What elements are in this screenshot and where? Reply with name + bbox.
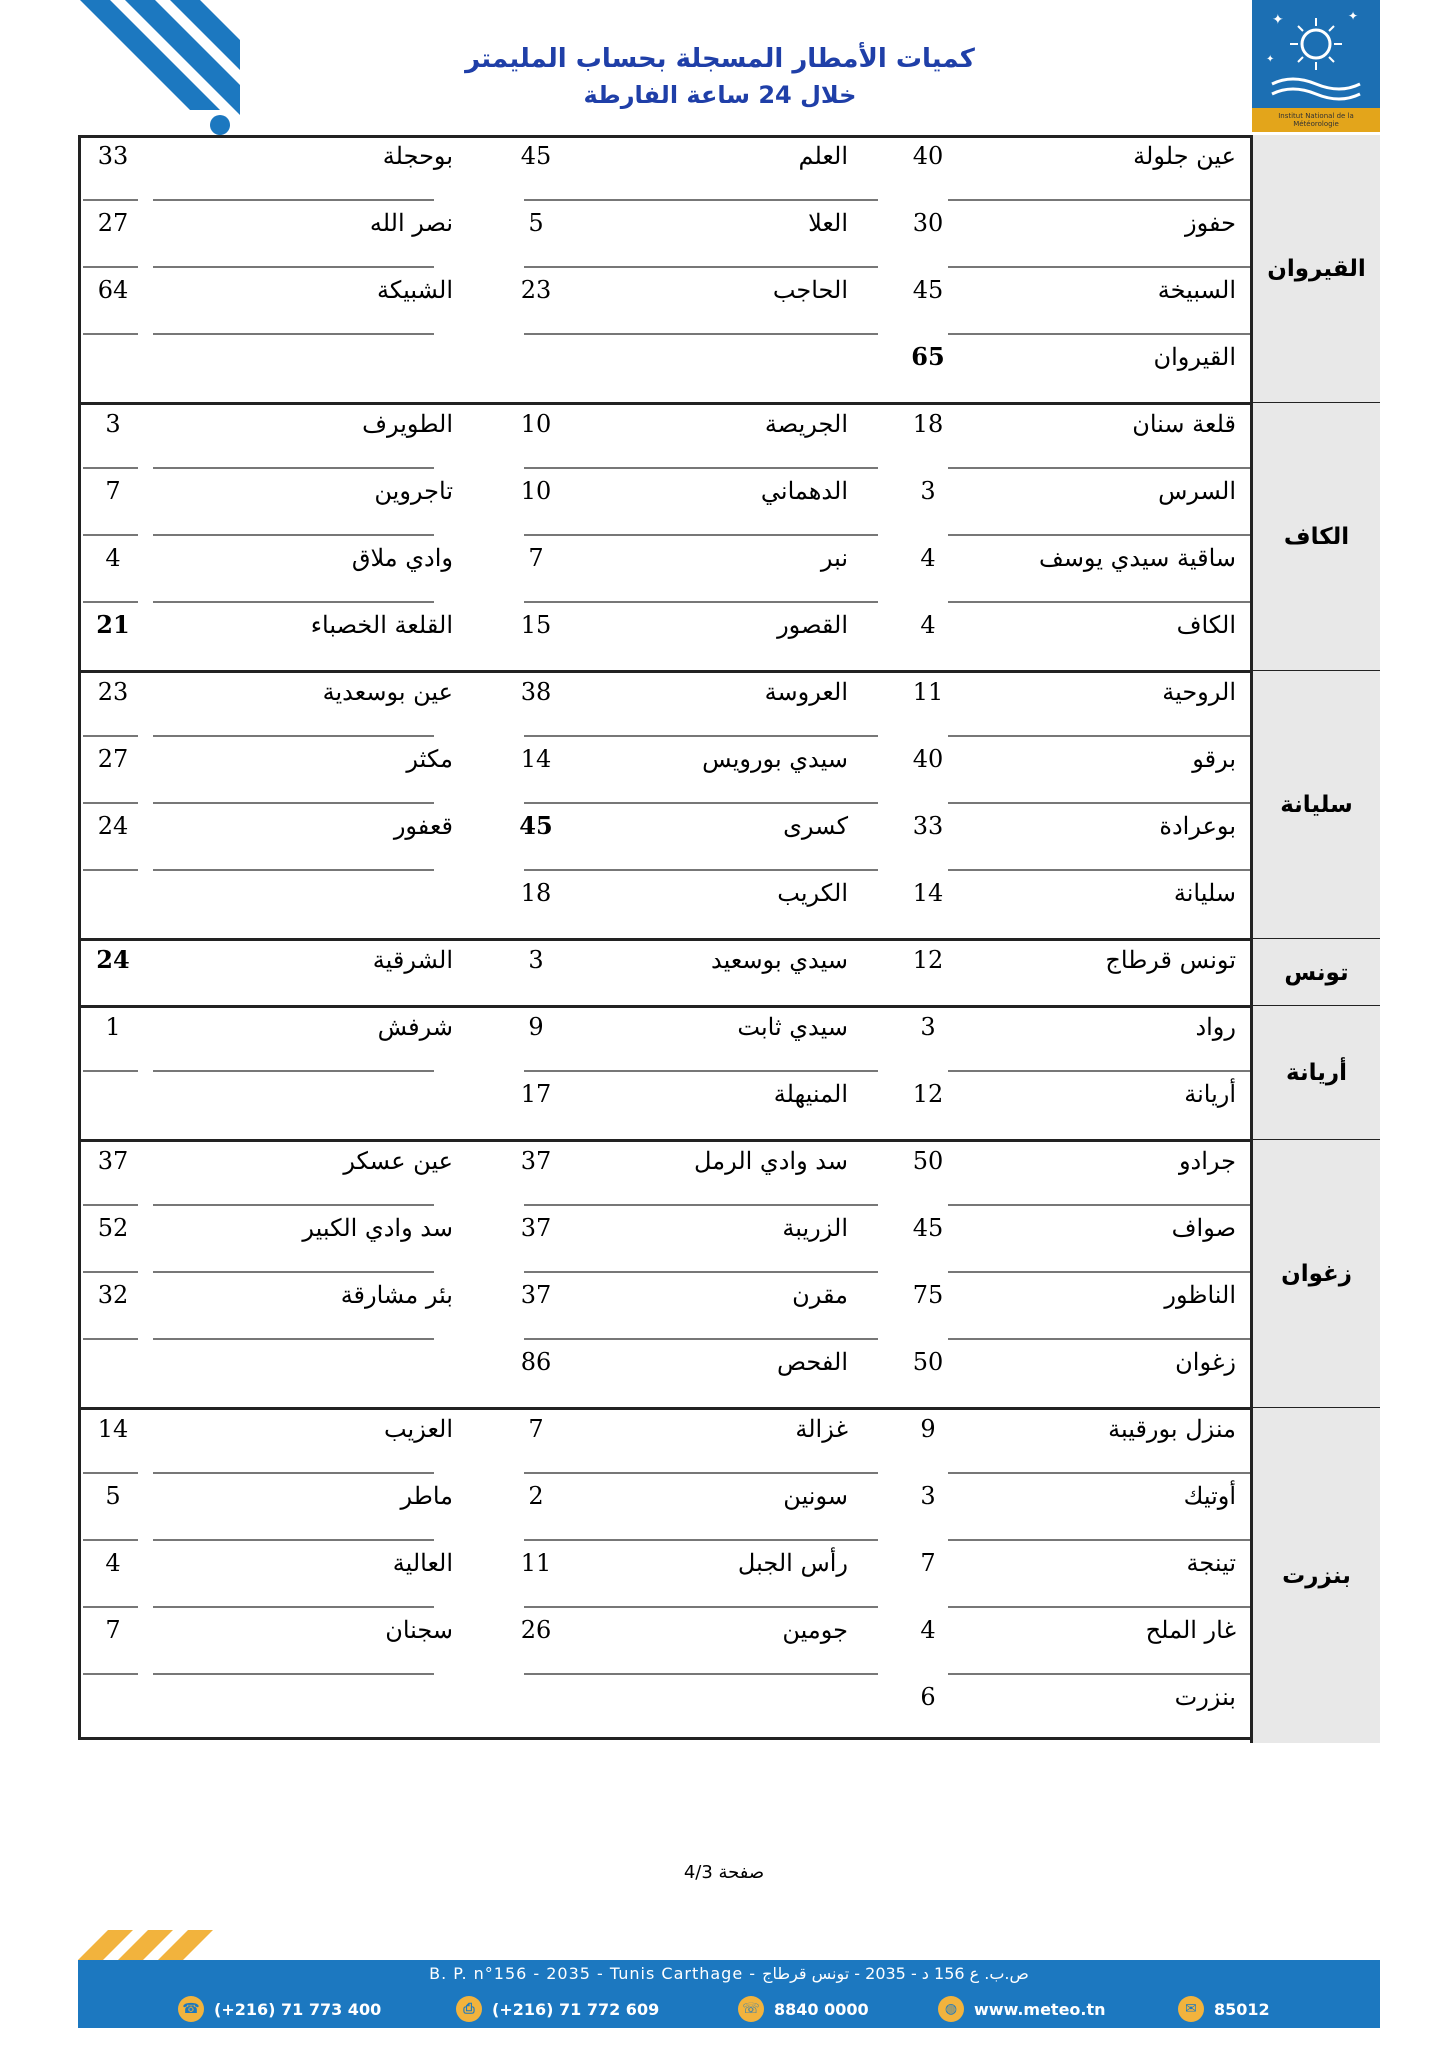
rainfall-value: 24 [97,812,129,840]
rainfall-value: 14 [520,745,552,773]
station-name: سيدي بوسعيد [711,946,848,974]
row-divider [524,1606,878,1608]
station-name: سيدي بورويس [702,745,848,773]
sms-number: 85012 [1214,1999,1270,2019]
station-name: صواف [1171,1214,1236,1242]
row-divider [83,199,138,201]
footer-sms [1178,1994,1270,2024]
station-name: الكريب [777,879,848,907]
governorate-name: زغوان [1281,1261,1352,1287]
rainfall-value: 18 [912,410,944,438]
table-row [78,671,1250,738]
rainfall-value: 86 [520,1348,552,1376]
station-name: القلعة الخصباء [310,611,453,639]
table-row [78,1475,1250,1542]
rainfall-value: 14 [912,879,944,907]
station-name: قلعة سنان [1132,410,1236,438]
station-name: سليانة [1173,879,1236,907]
row-divider [948,1472,1250,1474]
station-name: برقو [1192,745,1236,773]
rainfall-value: 26 [520,1616,552,1644]
governorate-cell [1250,671,1380,939]
row-divider [948,333,1250,335]
station-name: القصور [777,611,848,639]
table-row [78,738,1250,805]
svg-text:✦: ✦ [1348,9,1359,23]
station-name: العزيب [383,1415,453,1443]
row-divider [948,1539,1250,1541]
rainfall-value: 10 [520,477,552,505]
governorate-group [78,671,1380,939]
table-row [78,537,1250,604]
rainfall-value: 5 [105,1482,121,1510]
rainfall-value: 18 [520,879,552,907]
row-divider [83,1338,138,1340]
table-row [78,1609,1250,1676]
rainfall-value: 7 [528,1415,544,1443]
station-name: الشرقية [372,946,453,974]
governorate-group [78,403,1380,671]
governorate-name: تونس [1284,959,1349,986]
row-divider [153,266,434,268]
rainfall-value: 4 [920,611,936,639]
rainfall-value: 45 [912,276,944,304]
row-divider [524,1472,878,1474]
rainfall-value: 3 [920,1013,936,1041]
table-row [78,202,1250,269]
station-name: ماطر [400,1482,453,1510]
svg-text:✦: ✦ [1266,54,1275,65]
row-divider [153,1673,434,1675]
row-divider [153,1472,434,1474]
row-divider [524,199,878,201]
table-row [78,1676,1250,1743]
rainfall-value: 37 [97,1147,129,1175]
station-name: تينجة [1186,1549,1236,1577]
table-row [78,403,1250,470]
row-divider [524,1070,878,1072]
rainfall-value: 64 [97,276,129,304]
row-divider [948,802,1250,804]
station-name: الجريصة [764,410,848,438]
table-row [78,470,1250,537]
row-divider [153,199,434,201]
governorate-group [78,1006,1380,1140]
row-divider [948,1271,1250,1273]
station-name: بئر مشارقة [340,1281,453,1309]
rainfall-value: 12 [912,946,944,974]
station-name: نبر [820,544,848,572]
rainfall-value: 7 [105,1616,121,1644]
row-divider [524,802,878,804]
rainfall-value: 3 [920,477,936,505]
row-divider [153,1271,434,1273]
rainfall-value: 37 [520,1281,552,1309]
row-divider [524,266,878,268]
rainfall-value: 3 [920,1482,936,1510]
table-row [78,1341,1250,1408]
row-divider [948,1606,1250,1608]
row-divider [153,1070,434,1072]
station-name: عين جلولة [1133,142,1236,170]
station-name: العروسة [764,678,848,706]
station-name: الناظور [1164,1281,1236,1309]
footer-phone [178,1994,381,2024]
rainfall-value: 45 [520,142,552,170]
station-name: الكاف [1176,611,1236,639]
station-name: الحاجب [772,276,848,304]
station-name: سد وادي الكبير [302,1214,453,1242]
row-divider [524,1338,878,1340]
row-divider [83,1539,138,1541]
website-link[interactable]: www.meteo.tn [974,1999,1106,2019]
governorate-cell [1250,1140,1380,1408]
row-divider [83,1472,138,1474]
row-divider [83,1673,138,1675]
row-divider [524,601,878,603]
rainfall-value: 12 [912,1080,944,1108]
station-name: الشبيكة [377,276,453,304]
rainfall-value: 4 [920,544,936,572]
station-name: المنيهلة [773,1080,848,1108]
rainfall-value: 32 [97,1281,129,1309]
row-divider [948,1070,1250,1072]
station-name: حفوز [1185,209,1236,237]
footer-hotline [738,1994,869,2024]
row-divider [948,534,1250,536]
table-row [78,1140,1250,1207]
station-name: تاجروين [374,477,453,505]
sms-icon: ✉ [1178,1996,1204,2022]
fax-number: (+216) 71 772 609 [492,1999,660,2019]
row-divider [83,333,138,335]
governorate-group [78,1140,1380,1408]
station-name: عين عسكر [343,1147,453,1175]
table-row [78,1073,1250,1140]
station-name: مكثر [406,745,453,773]
station-name: العلا [808,209,848,237]
rainfall-value: 65 [911,342,945,371]
rainfall-value: 21 [96,610,130,639]
rainfall-value: 37 [520,1147,552,1175]
station-name: سد وادي الرمل [694,1147,848,1175]
station-name: ساقية سيدي يوسف [1038,544,1236,572]
rainfall-value: 50 [912,1147,944,1175]
row-divider [153,735,434,737]
rainfall-value: 9 [920,1415,936,1443]
governorate-name: أريانة [1286,1060,1347,1086]
station-name: بوعرادة [1159,812,1236,840]
row-divider [524,467,878,469]
svg-text:✦: ✦ [1272,12,1284,28]
footer-fax [456,1994,659,2024]
governorate-cell [1250,1408,1380,1743]
globe-icon: ◍ [938,1996,964,2022]
rainfall-value: 45 [519,811,553,840]
rainfall-value: 9 [528,1013,544,1041]
footer-contact-bar [78,1960,1380,2028]
governorate-cell [1250,1006,1380,1140]
station-name: القيروان [1153,343,1236,371]
rainfall-value: 17 [520,1080,552,1108]
station-name: جرادو [1178,1147,1236,1175]
rainfall-value: 11 [520,1549,552,1577]
station-name: جومين [782,1616,848,1644]
table-row [78,336,1250,403]
table-row [78,1542,1250,1609]
governorate-cell [1250,135,1380,403]
table-row [78,872,1250,939]
table-row [78,1207,1250,1274]
rainfall-value: 4 [105,544,121,572]
station-name: مقرن [792,1281,848,1309]
rainfall-value: 75 [912,1281,944,1309]
rainfall-value: 45 [912,1214,944,1242]
row-divider [153,333,434,335]
row-divider [153,1539,434,1541]
row-divider [83,802,138,804]
rainfall-value: 4 [920,1616,936,1644]
rainfall-value: 7 [105,477,121,505]
row-divider [948,735,1250,737]
governorate-group [78,1408,1380,1743]
rainfall-value: 23 [97,678,129,706]
row-divider [524,534,878,536]
governorate-name: القيروان [1267,256,1366,282]
rainfall-table [78,135,1380,1740]
governorate-name: سليانة [1280,792,1353,818]
row-divider [83,1606,138,1608]
row-divider [524,1673,878,1675]
row-divider [153,1338,434,1340]
title-line-2: خلال 24 ساعة الفارطة [583,81,857,109]
rainfall-value: 37 [520,1214,552,1242]
station-name: بنزرت [1174,1683,1236,1711]
rainfall-value: 14 [97,1415,129,1443]
station-name: السرس [1158,477,1236,505]
station-name: قعفور [393,812,453,840]
rainfall-value: 7 [920,1549,936,1577]
rainfall-value: 50 [912,1348,944,1376]
row-divider [83,1271,138,1273]
station-name: أوتيك [1183,1482,1236,1510]
rainfall-value: 40 [912,745,944,773]
row-divider [153,869,434,871]
governorate-name: بنزرت [1282,1562,1351,1589]
rainfall-value: 10 [520,410,552,438]
row-divider [524,1539,878,1541]
rainfall-value: 38 [520,678,552,706]
chat-icon: ☏ [738,1996,764,2022]
row-divider [83,467,138,469]
row-divider [153,1204,434,1206]
station-name: رأس الجبل [737,1549,848,1577]
row-divider [83,869,138,871]
table-row [78,1006,1250,1073]
station-name: سيدي ثابت [737,1013,848,1041]
station-name: الفحص [776,1348,848,1376]
station-name: الطويرف [362,410,453,438]
fax-icon: ⎙ [456,1996,482,2022]
row-divider [153,802,434,804]
row-divider [948,266,1250,268]
governorate-name: الكاف [1283,524,1350,550]
rainfall-value: 40 [912,142,944,170]
station-name: الدهماني [760,477,848,505]
station-name: عين بوسعدية [322,678,453,706]
title-line-1: كميات الأمطار المسجلة بحساب المليمتر [465,44,975,74]
table-row [78,1408,1250,1475]
station-name: بوحجلة [382,142,453,170]
station-name: نصر الله [369,209,453,237]
station-name: رواد [1195,1013,1236,1041]
rainfall-value: 33 [912,812,944,840]
station-name: سجنان [385,1616,453,1644]
station-name: زغوان [1175,1348,1236,1376]
station-name: منزل بورقيبة [1108,1415,1236,1443]
row-divider [153,1606,434,1608]
station-name: تونس قرطاج [1105,946,1236,974]
station-name: غار الملح [1145,1616,1236,1644]
station-name: السبيخة [1157,276,1236,304]
governorate-group [78,939,1380,1006]
row-divider [153,467,434,469]
phone-icon: ☎ [178,1996,204,2022]
row-divider [948,1338,1250,1340]
footer-address: B. P. n°156 - 2035 - Tunis Carthage - ص.ب. ع 156 د - 2035 - تونس قرطاج [429,1964,1029,1983]
rainfall-value: 33 [97,142,129,170]
station-name: العالية [392,1549,453,1577]
rainfall-value: 24 [96,945,130,974]
footer-website[interactable] [938,1994,1106,2024]
logo-caption: Institut National de la Météorologie [1278,112,1354,128]
table-row [78,269,1250,336]
station-name: غزالة [795,1415,848,1443]
page-number: صفحة 4/3 [683,1862,765,1883]
row-divider [153,534,434,536]
row-divider [83,601,138,603]
table-row [78,135,1250,202]
rainfall-value: 1 [105,1013,121,1041]
rainfall-value: 15 [520,611,552,639]
station-name: العلم [798,142,848,170]
table-row [78,805,1250,872]
row-divider [524,1204,878,1206]
row-divider [83,534,138,536]
rainfall-value: 27 [97,209,129,237]
footer-stripes-icon [78,1930,228,1960]
row-divider [153,601,434,603]
row-divider [83,266,138,268]
table-row [78,1274,1250,1341]
rainfall-value: 6 [920,1683,936,1711]
governorate-cell [1250,403,1380,671]
rainfall-value: 5 [528,209,544,237]
row-divider [524,1271,878,1273]
station-name: أريانة [1184,1080,1236,1108]
rainfall-value: 23 [520,276,552,304]
row-divider [524,333,878,335]
rainfall-value: 3 [105,410,121,438]
row-divider [948,467,1250,469]
inm-logo [1252,0,1380,132]
document-title [380,40,1060,112]
station-name: الزريبة [782,1214,848,1242]
rainfall-value: 3 [528,946,544,974]
station-name: سونين [783,1482,848,1510]
stripes-logo [70,0,240,140]
station-name: وادي ملاق [351,544,453,572]
rainfall-value: 11 [912,678,944,706]
phone-number: (+216) 71 773 400 [214,1999,382,2019]
row-divider [948,869,1250,871]
hotline-number: 8840 0000 [774,1999,869,2019]
row-divider [524,735,878,737]
row-divider [83,1070,138,1072]
row-divider [83,735,138,737]
sun-star-icon [1252,0,1380,108]
rainfall-value: 52 [97,1214,129,1242]
rainfall-value: 7 [528,544,544,572]
station-name: الروحية [1162,678,1236,706]
governorate-cell [1250,939,1380,1006]
rainfall-value: 4 [105,1549,121,1577]
governorate-group [78,135,1380,403]
rainfall-value: 30 [912,209,944,237]
rainfall-value: 2 [528,1482,544,1510]
row-divider [524,869,878,871]
row-divider [948,1673,1250,1675]
row-divider [948,199,1250,201]
station-name: كسرى [783,812,848,840]
table-row [78,604,1250,671]
row-divider [948,601,1250,603]
row-divider [83,1204,138,1206]
row-divider [948,1204,1250,1206]
rainfall-value: 27 [97,745,129,773]
table-row [78,939,1250,1006]
station-name: شرفش [377,1013,453,1041]
